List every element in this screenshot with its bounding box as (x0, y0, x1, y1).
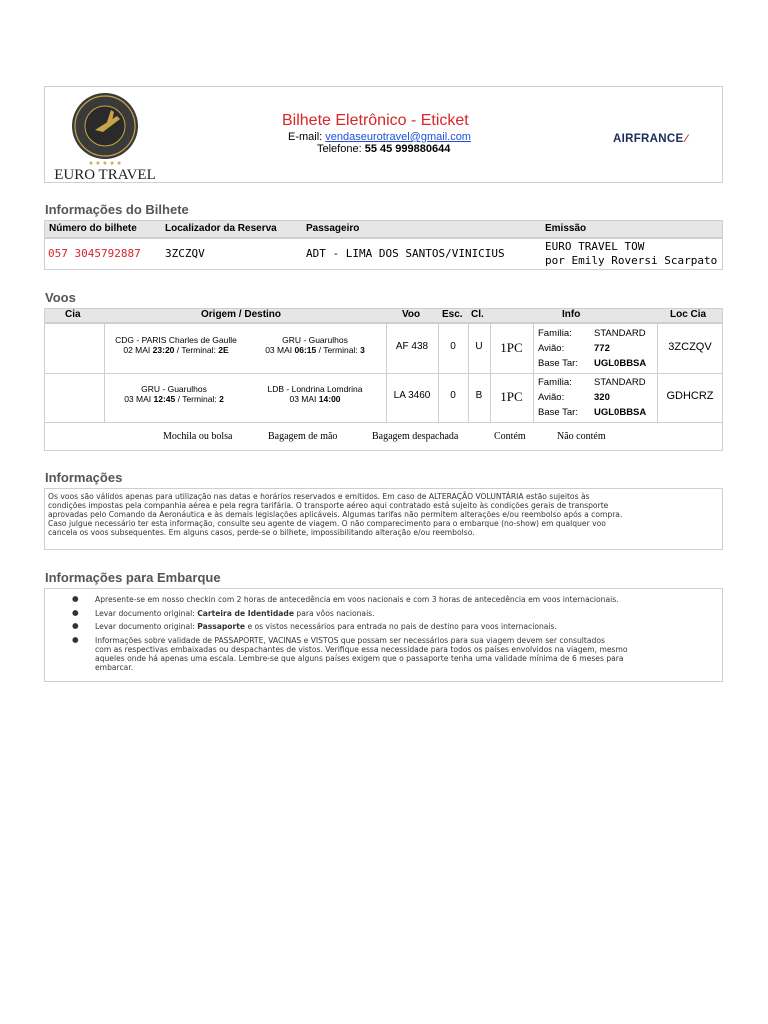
flight2-destination: LDB - Londrina Lomdrina 03 MAI 14:00 (267, 384, 363, 404)
th-stops: Esc. (442, 309, 463, 320)
flight2-stops: 0 (450, 390, 456, 401)
flight1-info-values: STANDARD 772 UGL0BBSA (594, 328, 647, 369)
flight1-loc: 3ZCZQV (668, 341, 712, 353)
flights-header-bar (44, 308, 723, 323)
legend-checked-baggage: Bagagem despachada (372, 431, 459, 442)
boarding-title: Informações para Embarque (45, 570, 221, 585)
airfrance-swoosh-icon: ⁄ (685, 133, 688, 145)
flight1-baggage: 1PC (500, 340, 523, 355)
th-issue: Emissão (545, 223, 587, 234)
flight2-info-values: STANDARD 320 UGL0BBSA (594, 377, 647, 418)
boarding-visa-info: Informações sobre validade de PASSAPORTE, VACINAS e VISTOS que possam ser necessários para sua viagem devem ser consultados com as respectivas embaixadas ou despachantes de vistos. Verifique essa necessidade para todos os países envolvidos na viagem, mesmo aqueles onde há apenas uma escala. Lembre-se que alguns países exigem que o passaporte tenha uma validade mínima de 6 meses para embarcar. (95, 636, 628, 672)
legend-contains: Contém (494, 431, 526, 442)
email-link[interactable]: vendaseurotravel@gmail.com (325, 131, 471, 143)
flight1-class: U (475, 341, 483, 352)
bullet-icon: ● (72, 594, 79, 603)
logo-text: EURO TRAVEL (54, 167, 156, 181)
flight1-destination: GRU - Guarulhos 03 MAI 06:15 / Terminal: 3 (265, 335, 365, 355)
info-title: Informações (45, 470, 123, 485)
flight2-class: B (475, 390, 483, 401)
info-paragraph: Os voos são válidos apenas para utilização nas datas e horários reservados e emitidos. Em caso de ALTERAÇÃO VOLUNTÁRIA estão sujeitos às condições impostas pela companhia aérea e pela regra tarifária. O transporte aéreo aqui contratado está sujeito às condições gerais de transporte aprovadas pelo Comando da Aeronáutica e às demais legislações aplicáveis. Algumas tarifas não permitem alterações e/ou reembolso após a compra. Caso julgue necessário ter esta informação, consulte seu agente de viagem. O não comparecimento para o embarque (no-show) em qualquer voo cancela os voos subsequentes. Em alguns casos, perde-se o bilhete, impossibilitando alteração e/ou reembolso. (48, 492, 623, 537)
th-loc: Loc Cia (670, 309, 707, 320)
bullet-icon: ● (72, 608, 79, 617)
euro-travel-logo (47, 88, 163, 181)
passenger-name: ADT - LIMA DOS SANTOS/VINICIUS (306, 247, 505, 260)
flight2-loc: GDHCRZ (666, 390, 714, 402)
email-label: E-mail: (288, 131, 323, 143)
flights-title: Voos (45, 290, 76, 305)
th-locator: Localizador da Reserva (165, 223, 277, 234)
ticket-info-title: Informações do Bilhete (45, 202, 189, 217)
flight2-baggage: 1PC (500, 389, 523, 404)
page-title: Bilhete Eletrônico - Eticket (282, 112, 469, 129)
phone-label: Telefone: (317, 143, 362, 155)
flight2-number: LA 3460 (393, 390, 431, 401)
airfrance-logo: AIRFRANCE ⁄ (613, 133, 688, 145)
boarding-id-card: Levar documento original: Carteira de Identidade para vôos nacionais. (95, 609, 375, 618)
th-ticket-number: Número do bilhete (49, 223, 137, 234)
issuer-agent: por Emily Roversi Scarpato (545, 254, 718, 267)
ticket-number: 057 3045792887 (48, 247, 141, 260)
email-line (288, 131, 471, 143)
th-passenger: Passageiro (306, 223, 360, 234)
flight1-stops: 0 (450, 341, 456, 352)
th-route: Origem / Destino (201, 309, 282, 320)
legend-not-contains: Não contém (557, 431, 606, 442)
flight1-info-labels: Família: Avião: Base Tar: (538, 328, 578, 369)
ticket-header-bar (44, 220, 723, 238)
boarding-checkin: Apresente-se em nosso checkin com 2 horas de antecedência em voos nacionais e com 3 horas de antecedência em voos internacionais. (95, 595, 619, 604)
phone-number: 55 45 999880644 (364, 143, 451, 155)
issuer (545, 240, 717, 268)
th-flight: Voo (402, 309, 421, 320)
bullet-icon: ● (72, 621, 79, 630)
flight1-number: AF 438 (395, 341, 429, 352)
flight1-origin: CDG - PARIS Charles de Gaulle 02 MAI 23:20 / Terminal: 2E (115, 335, 237, 355)
bullet-icon: ● (72, 635, 79, 644)
flight2-info-labels: Família: Avião: Base Tar: (538, 377, 578, 418)
legend-backpack: Mochila ou bolsa (163, 431, 233, 442)
boarding-passport: Levar documento original: Passaporte e os vistos necessários para entrada no pais de destino para voos internacionais. (95, 622, 557, 631)
th-class: Cl. (471, 309, 484, 320)
issuer-agency: EURO TRAVEL TOW (545, 240, 645, 253)
th-cia: Cia (65, 309, 81, 320)
phone-line (317, 143, 450, 155)
svg-text:★ ★ ★ ★ ★: ★ ★ ★ ★ ★ (88, 161, 122, 167)
th-info: Info (562, 309, 581, 320)
legend-hand-baggage: Bagagem de mão (268, 431, 338, 442)
reservation-locator: 3ZCZQV (165, 247, 205, 260)
flight2-origin: GRU - Guarulhos 03 MAI 12:45 / Terminal: 2 (124, 384, 224, 404)
